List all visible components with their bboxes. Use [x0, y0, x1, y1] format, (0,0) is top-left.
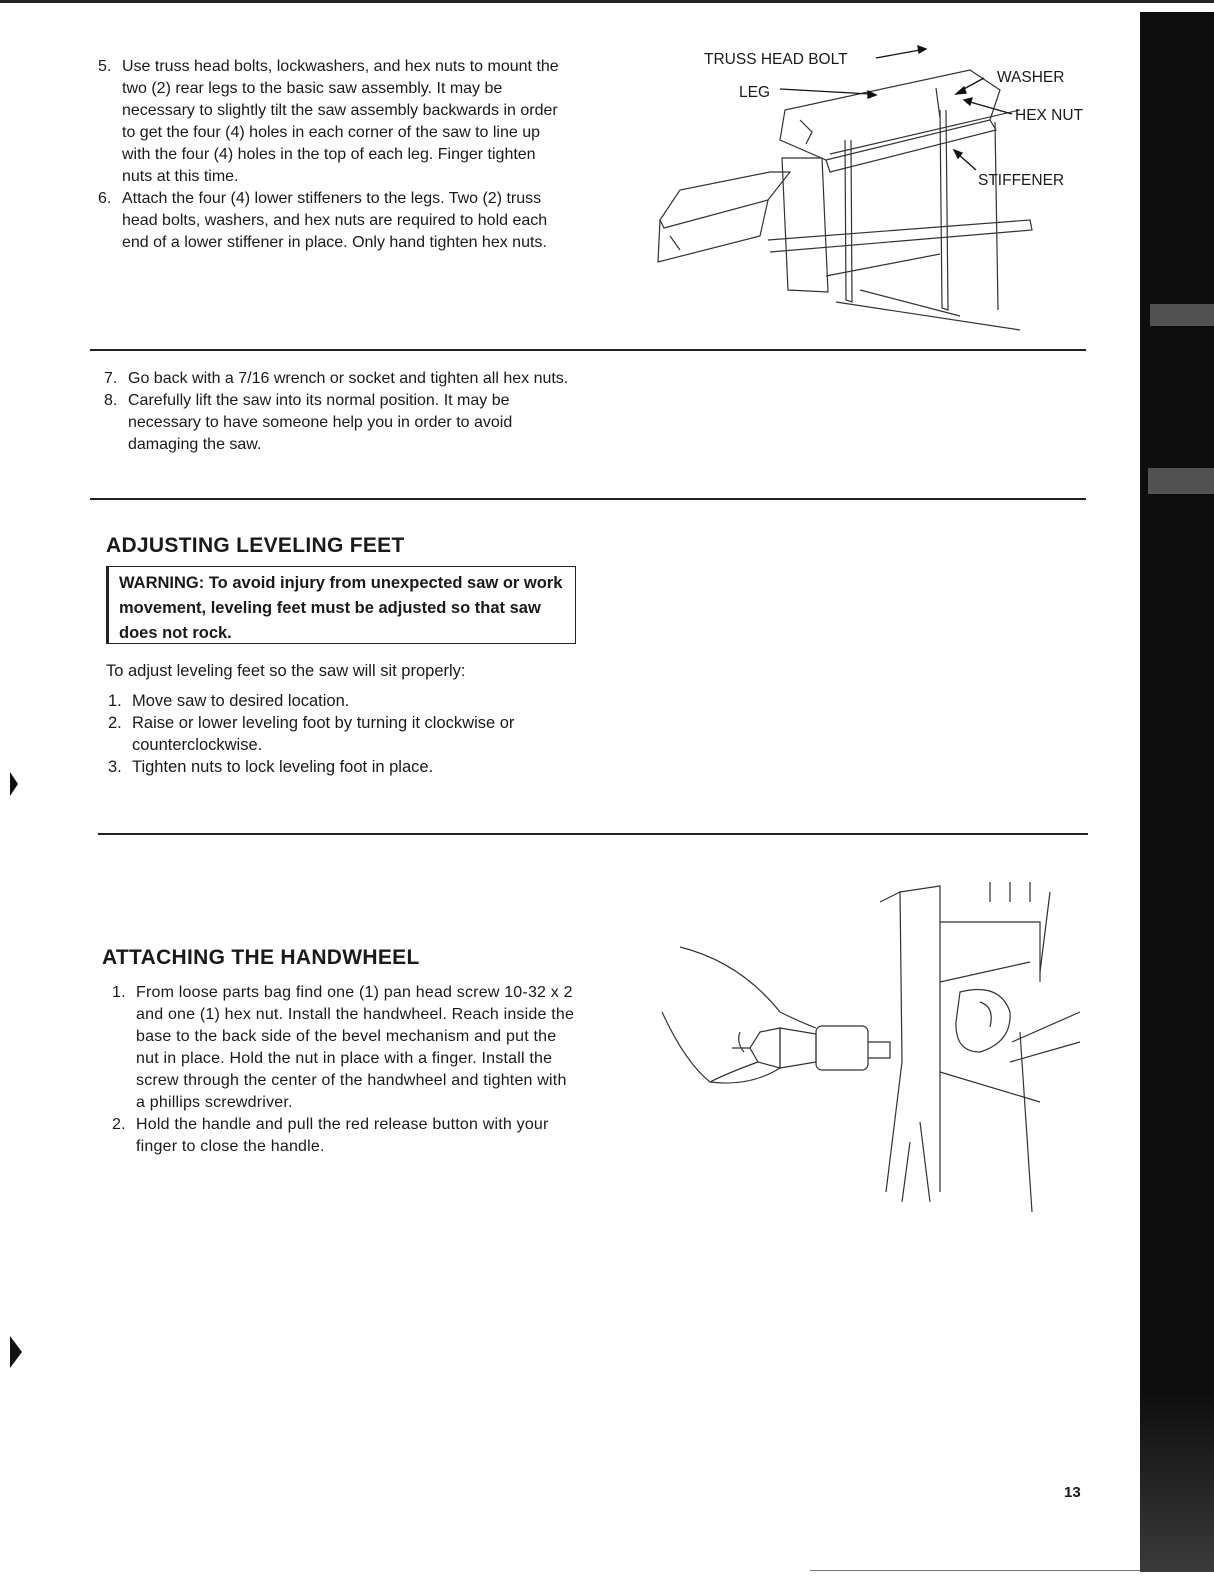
- binder-mark: [10, 772, 18, 796]
- scan-edge-bar: [1140, 12, 1214, 1572]
- hex-nut-label: HEX NUT: [1015, 107, 1084, 124]
- step-text: From loose parts bag find one (1) pan head screw 10-32 x 2 and one (1) hex nut. Install the handwheel. Reach inside the base to the back side of the bevel mechanism and put the nut in place. Hold the nut in place with a finger. Install the screw through the center of the handwheel and tighten with a phillips screwdriver.: [136, 984, 575, 1111]
- step-text: Use truss head bolts, lockwashers, and hex nuts to mount the two (2) rear legs to the basic saw assembly. It may be necessary to slightly tilt the saw assembly backwards in order to get the four (4) holes in each corner of the saw to line up with the four (4) holes in the top of each leg. Finger tighten nuts at this time.: [122, 58, 559, 185]
- step-number: 1.: [112, 984, 126, 1001]
- leveling-heading: ADJUSTING LEVELING FEET: [106, 534, 405, 557]
- scan-speck: [1148, 468, 1214, 494]
- step-item: [98, 56, 568, 188]
- handwheel-heading: ATTACHING THE HANDWHEEL: [102, 946, 420, 969]
- step-text: Tighten nuts to lock leveling foot in place.: [132, 758, 434, 776]
- step-number: 1.: [108, 692, 122, 710]
- step-number: 2.: [112, 1116, 126, 1133]
- step-text: Raise or lower leveling foot by turning it clockwise or counterclockwise.: [132, 714, 515, 754]
- step-text: Carefully lift the saw into its normal position. It may be necessary to have someone help you in order to avoid damaging the saw.: [128, 392, 513, 453]
- step-text: Hold the handle and pull the red release button with your finger to close the handle.: [136, 1116, 549, 1155]
- step-number: 6.: [98, 190, 112, 207]
- step-number: 5.: [98, 58, 112, 75]
- stiffener-label: STIFFENER: [978, 172, 1065, 189]
- handwheel-figure: [640, 862, 1100, 1212]
- top-border: [0, 0, 1214, 3]
- section-divider: [90, 349, 1086, 351]
- step-text: Move saw to desired location.: [132, 692, 350, 710]
- step-item: [98, 188, 568, 254]
- truss-head-bolt-label: TRUSS HEAD BOLT: [704, 51, 848, 68]
- tighten-steps: [104, 368, 574, 456]
- assembly-steps: [98, 56, 568, 254]
- bottom-border: [810, 1570, 1140, 1571]
- step-item: [104, 390, 574, 456]
- handwheel-steps: [112, 982, 577, 1158]
- step-item: [108, 690, 588, 712]
- step-item: [112, 982, 577, 1114]
- step-item: [108, 756, 588, 778]
- leveling-intro: To adjust leveling feet so the saw will sit properly:: [106, 662, 466, 680]
- leg-assembly-figure: [640, 40, 1110, 340]
- leveling-steps: [108, 690, 588, 778]
- step-number: 2.: [108, 714, 122, 732]
- step-text: Go back with a 7/16 wrench or socket and tighten all hex nuts.: [128, 370, 569, 387]
- leg-label: LEG: [739, 84, 771, 101]
- step-item: [104, 368, 574, 390]
- warning-box: WARNING: To avoid injury from unexpected saw or work movement, leveling feet must be adjusted so that saw does not rock.: [106, 566, 576, 644]
- step-item: [108, 712, 588, 756]
- binder-mark: [10, 1336, 22, 1368]
- step-number: 3.: [108, 758, 122, 776]
- step-number: 7.: [104, 370, 118, 387]
- page-number: 13: [1064, 1484, 1081, 1501]
- section-divider: [90, 498, 1086, 500]
- scan-fade: [1140, 1392, 1214, 1572]
- step-text: Attach the four (4) lower stiffeners to the legs. Two (2) truss head bolts, washers, and hex nuts are required to hold each end of a lower stiffener in place. Only hand tighten hex nuts.: [122, 190, 548, 251]
- step-number: 8.: [104, 392, 118, 409]
- washer-label: WASHER: [997, 69, 1065, 86]
- section-divider: [98, 833, 1088, 835]
- scan-speck: [1150, 304, 1214, 326]
- step-item: [112, 1114, 577, 1158]
